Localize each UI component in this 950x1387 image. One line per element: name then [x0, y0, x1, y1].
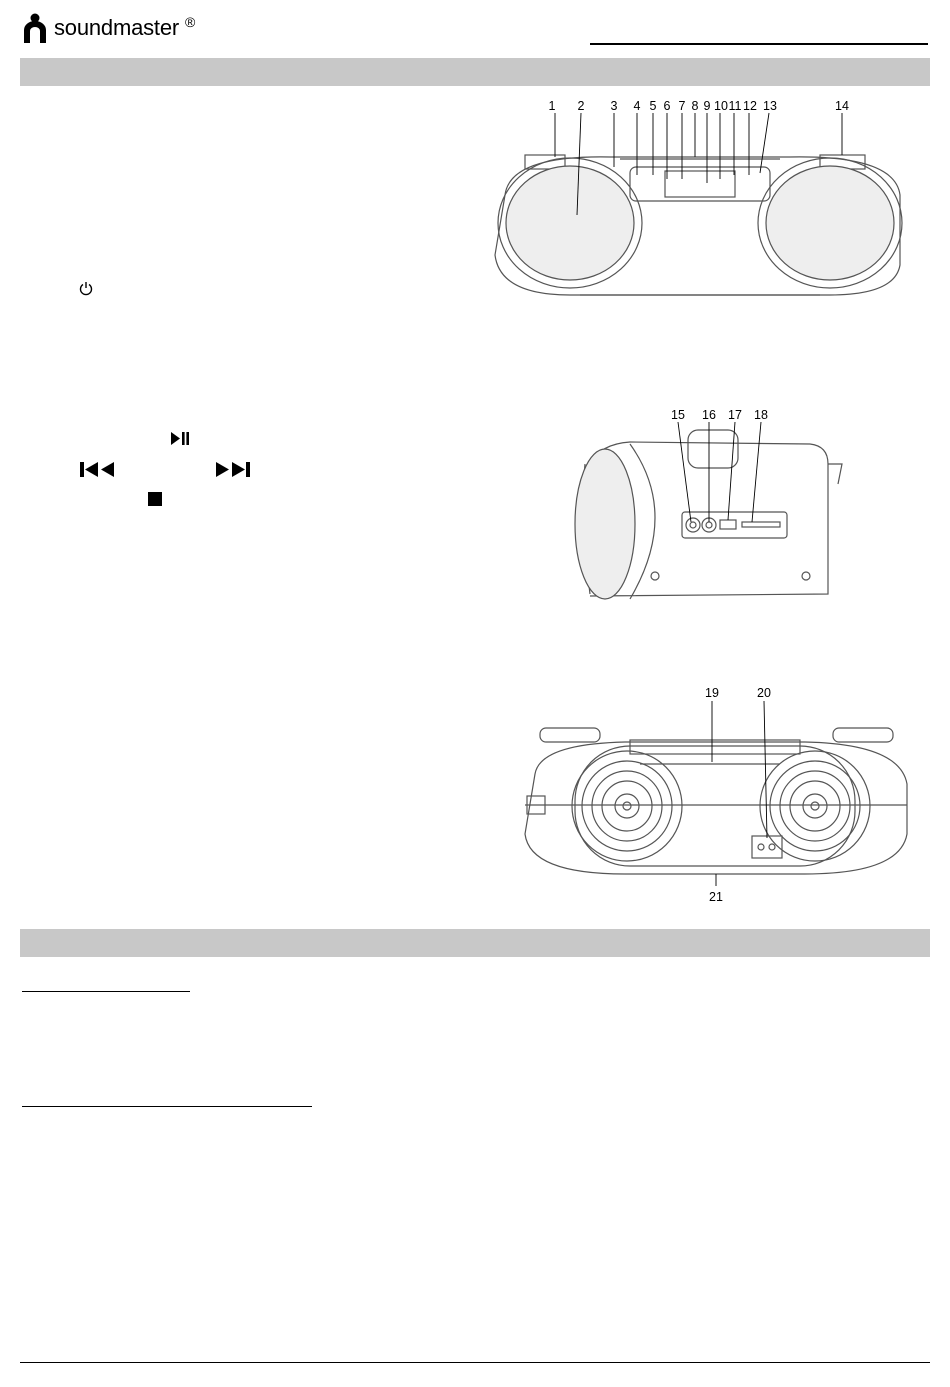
skip-back-icon: [80, 462, 116, 482]
front-view-figure: [490, 95, 910, 310]
rear-view-drawing: [525, 728, 907, 874]
section-band-controls: [20, 58, 930, 86]
soundmaster-logo-icon: [20, 12, 50, 44]
callout-18: 18: [754, 408, 768, 422]
callout-16: 16: [702, 408, 716, 422]
callout-4: 4: [633, 99, 641, 113]
side-view-figure: [570, 404, 850, 609]
front-view-drawing: [495, 155, 902, 295]
rear-view-figure: [515, 684, 915, 906]
registered-mark: ®: [184, 14, 196, 30]
brand-logo: [20, 10, 195, 46]
front-callout-numbers: [549, 99, 849, 113]
callout-14: 14: [835, 99, 849, 113]
header-rule: [590, 43, 928, 45]
callout-13: 13: [763, 99, 777, 113]
callout-6: 6: [663, 99, 671, 113]
side-callout-leaders: [678, 422, 761, 522]
callout-3: 3: [610, 99, 618, 113]
brand-name: soundmaster: [54, 15, 179, 40]
callout-11: 11: [728, 99, 742, 113]
power-icon: [79, 281, 93, 299]
play-pause-icon: [170, 432, 190, 450]
callout-2: 2: [577, 99, 585, 113]
stop-icon: [148, 492, 162, 511]
callout-8: 8: [691, 99, 699, 113]
callout-17: 17: [728, 408, 742, 422]
callout-19: 19: [705, 686, 719, 700]
side-view-drawing: [575, 430, 842, 599]
subheading-underline-1: [22, 991, 190, 992]
callout-15: 15: [671, 408, 685, 422]
section-band-operation: [20, 929, 930, 957]
footer-rule: [20, 1362, 930, 1363]
callout-21: 21: [709, 890, 723, 904]
side-callout-numbers: [671, 408, 768, 422]
skip-forward-icon: [214, 462, 250, 482]
callout-12: 12: [743, 99, 757, 113]
subheading-underline-2: [22, 1106, 312, 1107]
callout-10: 10: [714, 99, 728, 113]
callout-9: 9: [703, 99, 711, 113]
callout-5: 5: [649, 99, 657, 113]
callout-7: 7: [678, 99, 686, 113]
callout-1: 1: [548, 99, 556, 113]
callout-20: 20: [757, 686, 771, 700]
